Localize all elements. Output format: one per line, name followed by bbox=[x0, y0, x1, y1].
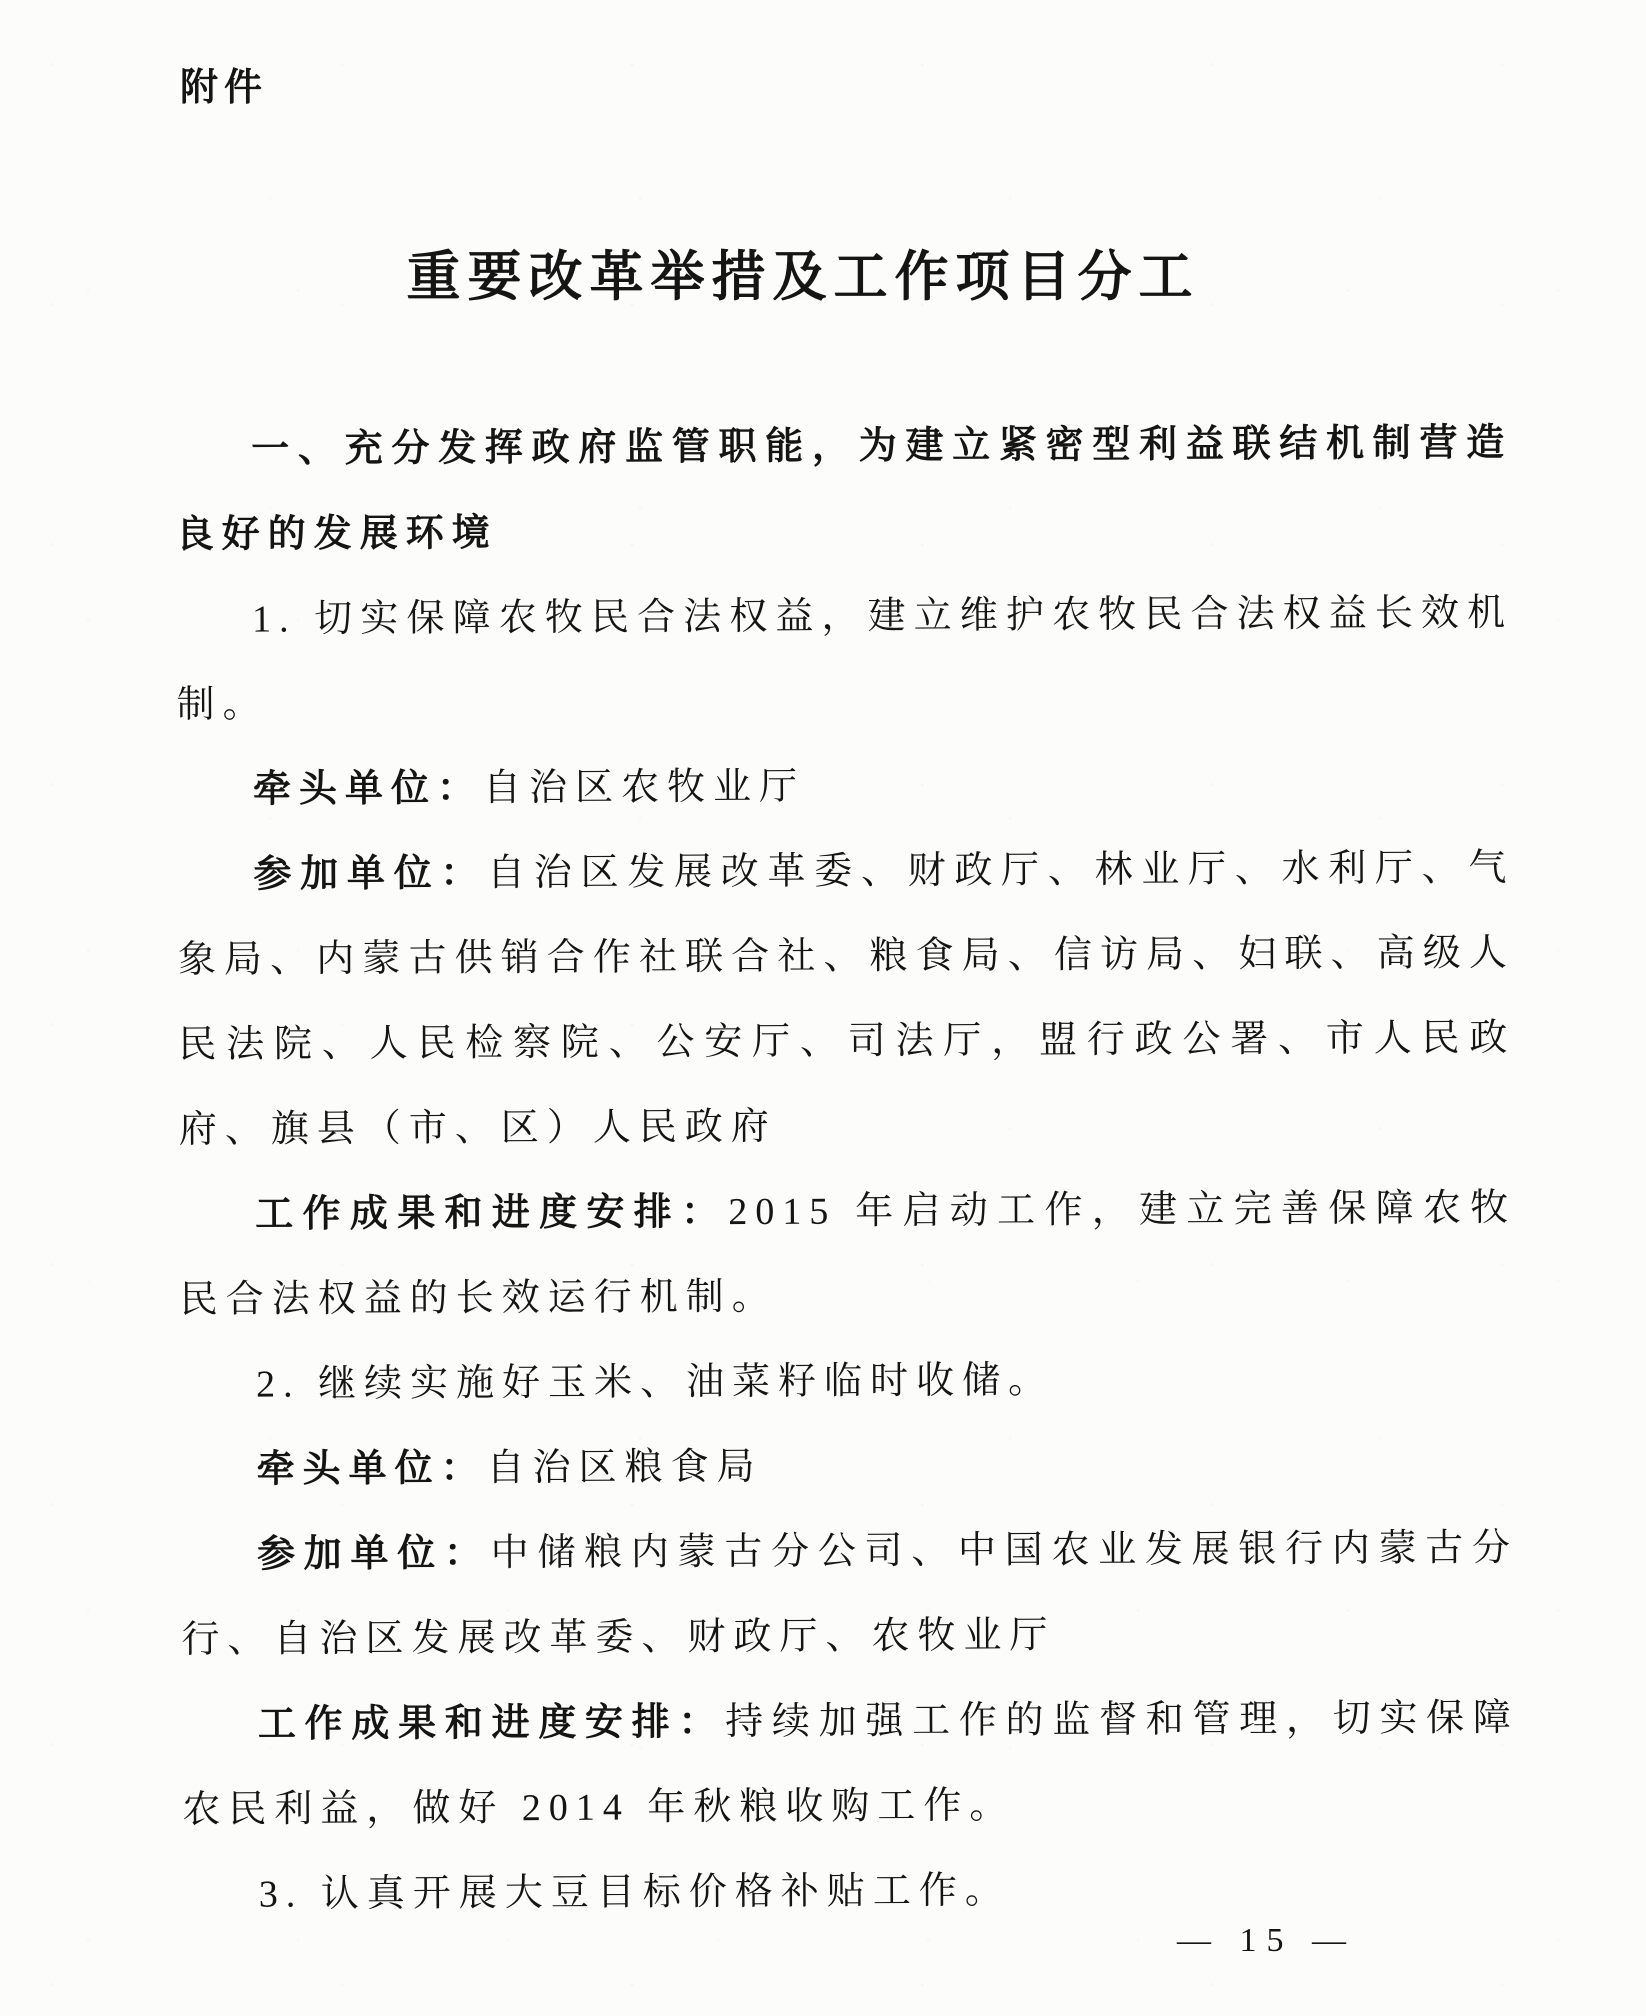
participating-units-label-1: 参加单位： bbox=[253, 852, 488, 896]
document-body bbox=[175, 401, 1520, 1938]
lead-unit-row-2 bbox=[180, 1421, 1517, 1513]
lead-unit-value-1: 自治区农牧业厅 bbox=[482, 765, 806, 810]
participating-units-value-2: 中储粮内蒙古分公司、中国农业发展银行内蒙古分行、自治区发展改革委、财政厅、农牧业厅 bbox=[181, 1526, 1519, 1661]
progress-text-1: 2015 年启动工作，建立完善保障农牧民合法权益的长效运行机制。 bbox=[179, 1186, 1517, 1321]
participating-units-row-1 bbox=[177, 826, 1516, 1173]
progress-text-2: 持续加强工作的监督和管理，切实保障农民利益，做好 2014 年秋粮收购工作。 bbox=[182, 1696, 1519, 1831]
page-title: 重要改革举措及工作项目分工 bbox=[406, 247, 1200, 307]
progress-row-2 bbox=[182, 1676, 1520, 1853]
participating-units-label-2: 参加单位： bbox=[256, 1532, 491, 1576]
lead-unit-value-2: 自治区粮食局 bbox=[486, 1445, 763, 1490]
task-item-1: 1. 切实保障农牧民合法权益，建立维护农牧民合法权益长效机制。 bbox=[176, 591, 1514, 726]
participating-units-row-2 bbox=[181, 1506, 1519, 1683]
section-heading: 一、充分发挥政府监管职能，为建立紧密型利益联结机制营造良好的发展环境 bbox=[175, 421, 1513, 556]
lead-unit-row-1 bbox=[177, 741, 1514, 833]
task-item-2: 2. 继续实施好玉米、油菜籽临时收储。 bbox=[256, 1359, 1055, 1406]
lead-unit-label-1: 牵头单位： bbox=[252, 767, 484, 811]
task-item-3: 3. 认真开展大豆目标价格补贴工作。 bbox=[258, 1869, 1011, 1916]
lead-unit-label-2: 牵头单位： bbox=[256, 1447, 487, 1491]
progress-label-1: 工作成果和进度安排： bbox=[255, 1191, 729, 1236]
page-number: — 15 — bbox=[1177, 1922, 1356, 1959]
attachment-label: 附件 bbox=[180, 67, 269, 109]
progress-label-2: 工作成果和进度安排： bbox=[257, 1701, 726, 1746]
progress-row-1 bbox=[179, 1166, 1517, 1343]
participating-units-value-1: 自治区发展改革委、财政厅、林业厅、水利厅、气象局、内蒙古供销合作社联合社、粮食局、信访局、妇联、高级人民法院、人民检察院、公安厅、司法厅，盟行政公署、市人民政府、旗县（市、区）人民政府 bbox=[177, 846, 1516, 1151]
